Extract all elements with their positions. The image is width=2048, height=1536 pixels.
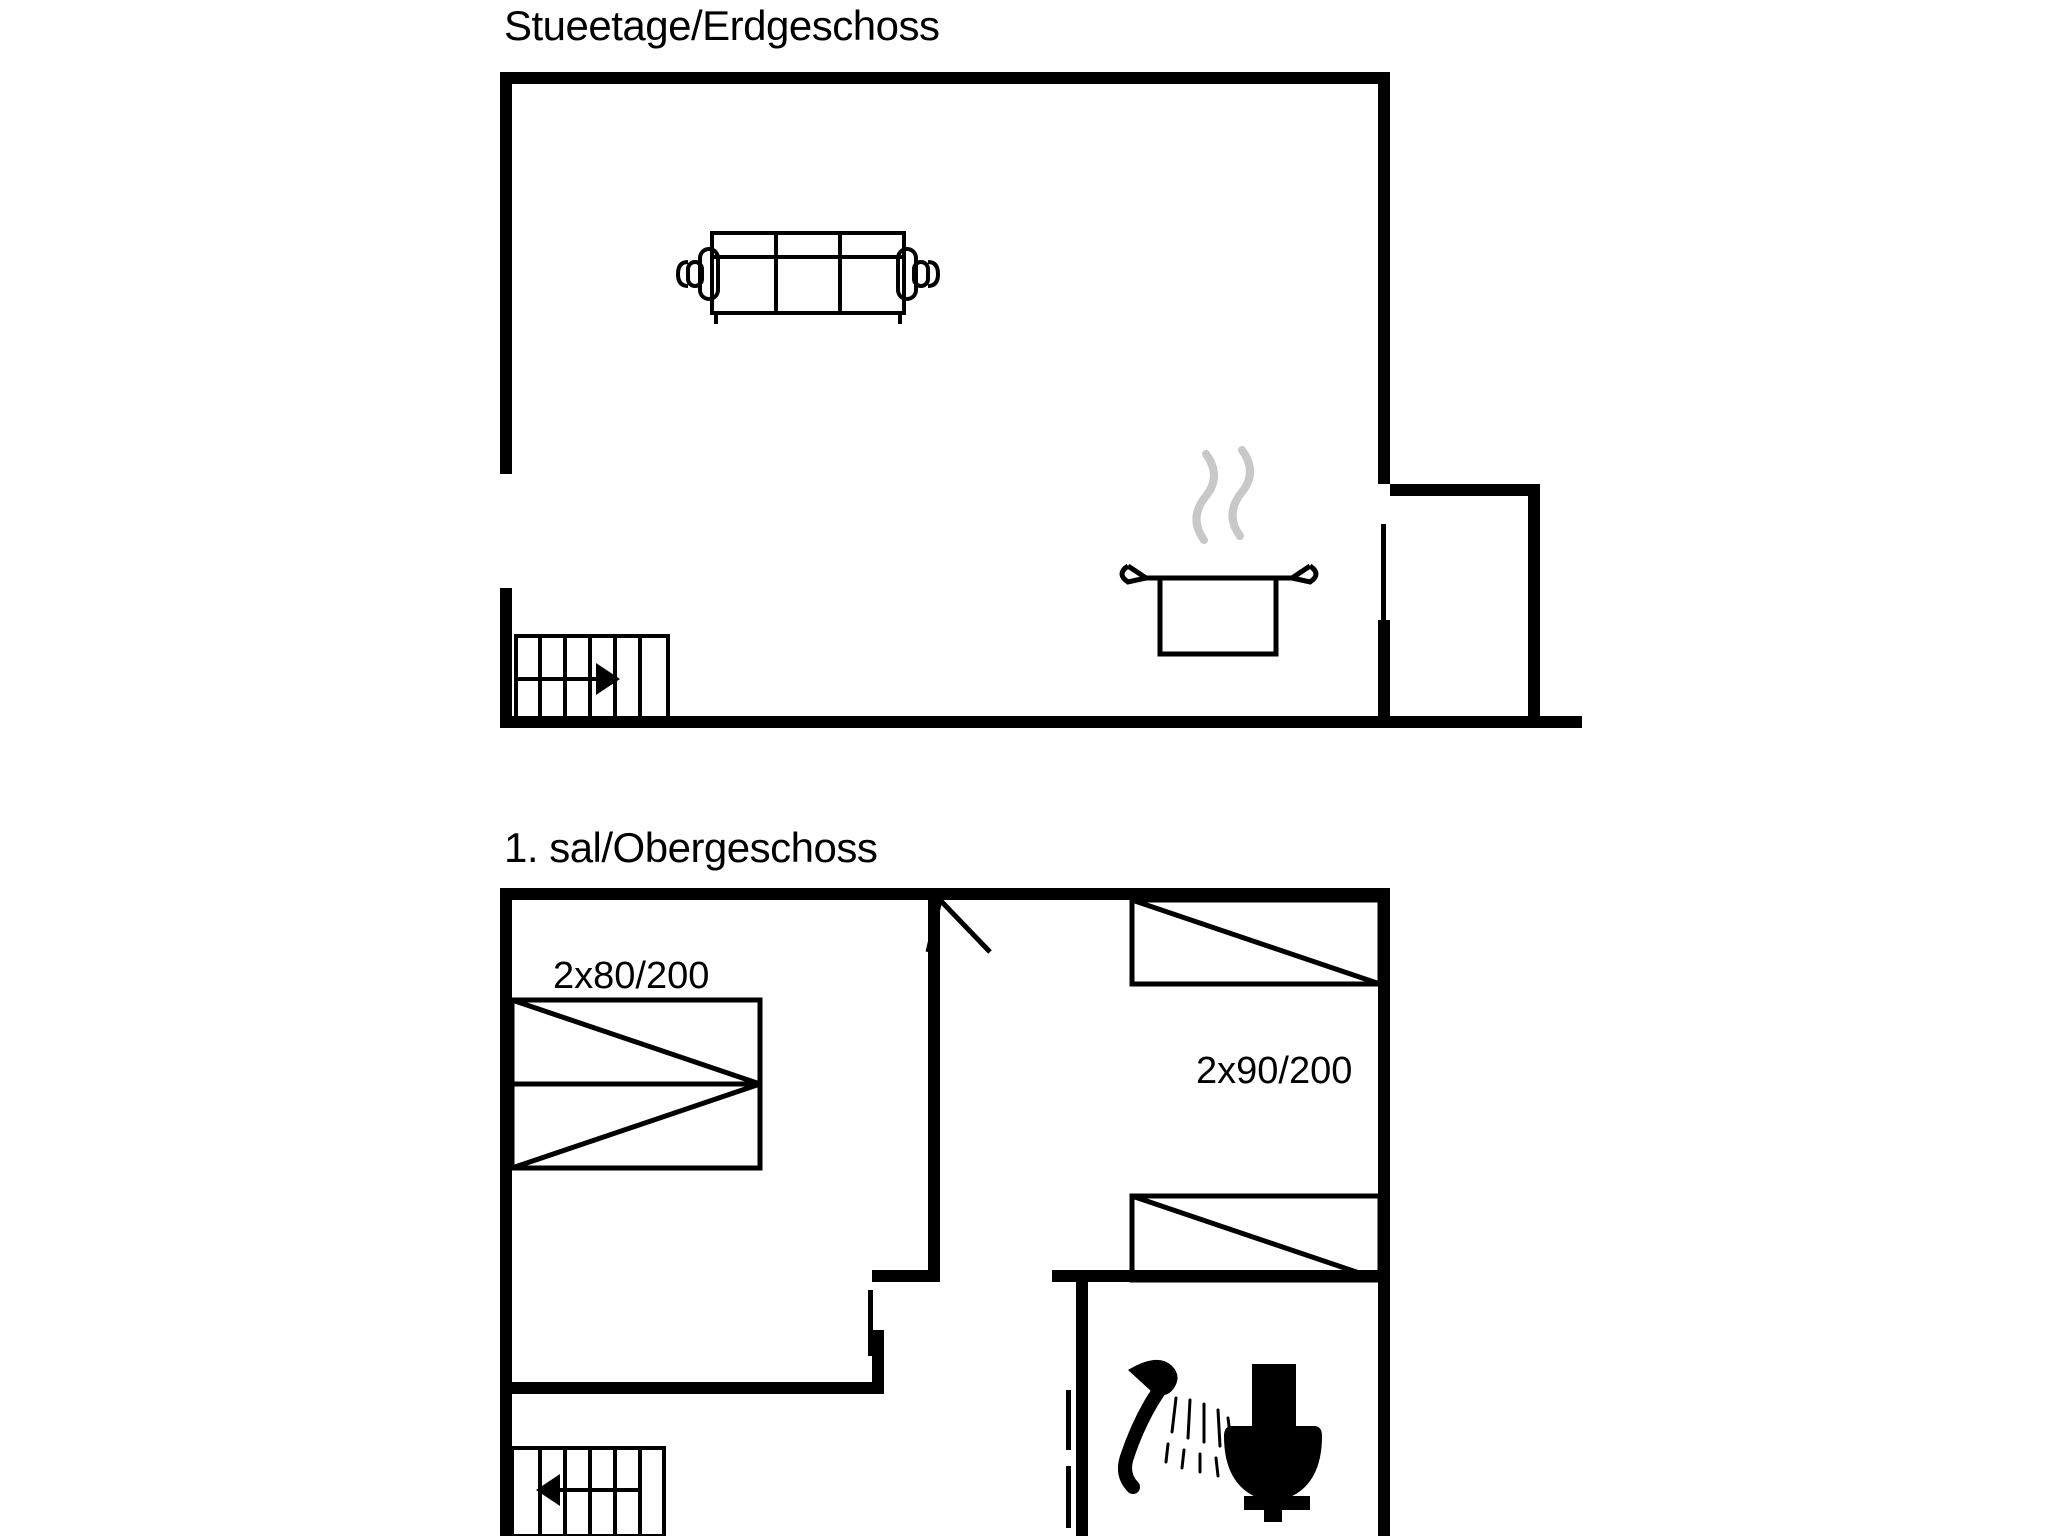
bedroom-1-bed-icon [512,1000,760,1168]
bedroom-2-bed-icon-upper [1132,900,1380,984]
ground-floor-plan [500,72,1582,728]
toilet-icon [1224,1364,1322,1522]
ground-floor-title: Stueetage/Erdgeschoss [504,2,940,49]
upper-floor-door-openings [868,1290,1071,1528]
shower-icon [1125,1360,1232,1487]
ground-floor-walls [500,72,1582,728]
cooking-pot-icon [1122,450,1316,654]
sofa-icon [678,233,938,324]
bedroom-1-bed-label: 2x80/200 [553,955,710,997]
upper-floor-staircase-icon [512,1448,664,1536]
upper-floor-title: 1. sal/Obergeschoss [504,824,878,871]
bedroom-2-bed-label: 2x90/200 [1196,1050,1353,1092]
bedroom-2-bed-icon-lower [1132,1196,1380,1280]
door-swing-icon [928,900,990,952]
ground-floor-staircase-icon [516,636,668,722]
ground-floor-door-opening [1381,524,1386,620]
